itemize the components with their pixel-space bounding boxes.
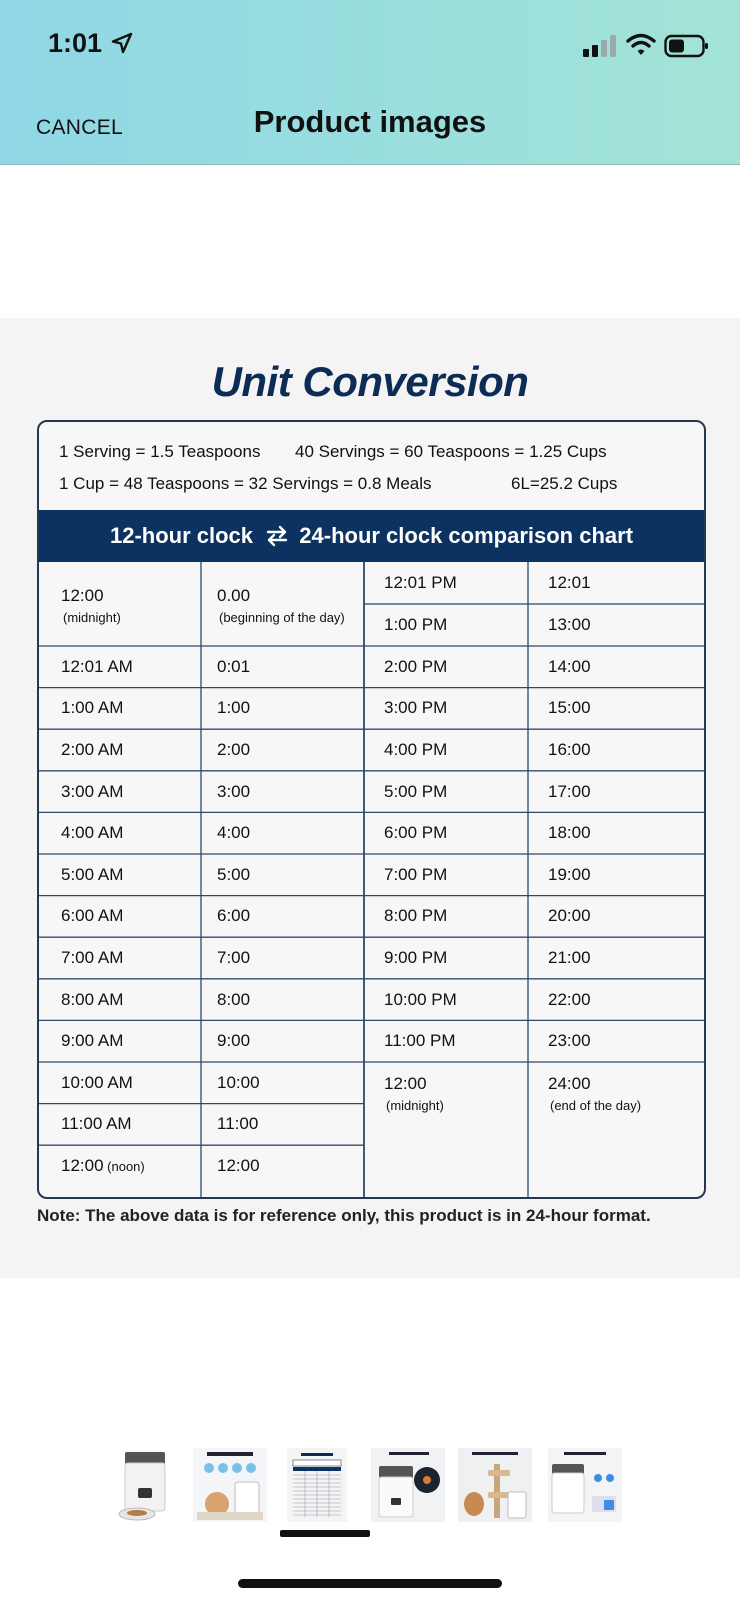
twelve-hour-cell: 5:00 PM <box>384 781 448 801</box>
twelve-hour-cell: 12:01 PM <box>384 573 457 592</box>
twenty-four-hour-cell: 21:00 <box>548 948 591 967</box>
wifi-icon <box>626 33 656 57</box>
product-image[interactable] <box>0 318 740 1278</box>
chart-header <box>39 510 704 562</box>
twenty-four-hour-cell: 20:00 <box>548 906 591 926</box>
twenty-four-hour-cell: 8:00 <box>217 989 251 1009</box>
twelve-hour-cell: 2:00 AM <box>61 740 124 759</box>
dual-power-image-icon <box>548 1448 622 1522</box>
twenty-four-hour-cell: 9:00 <box>217 1031 251 1051</box>
twelve-hour-cell: 4:00 AM <box>61 823 124 843</box>
twelve-hour-cell: 9:00 AM <box>61 1031 124 1051</box>
twenty-four-hour-cell: 11:00 <box>217 1114 259 1134</box>
twelve-hour-cell: 8:00 AM <box>61 989 124 1009</box>
comparison-table <box>39 562 704 1197</box>
chart-header-left: 12-hour clock <box>109 523 254 548</box>
thumbnail-recording-voice[interactable] <box>458 1448 532 1522</box>
cellular-signal-icon <box>583 35 617 57</box>
twenty-four-hour-cell: 0.00 <box>217 586 251 605</box>
twenty-four-hour-cell: 18:00 <box>548 823 591 843</box>
cell-note: (noon) <box>103 1159 145 1174</box>
twenty-four-hour-cell: 6:00 <box>217 906 251 926</box>
twenty-four-hour-cell: 1:00 <box>217 698 251 718</box>
twelve-hour-cell: 5:00 AM <box>61 864 124 884</box>
twenty-four-hour-cell: 15:00 <box>548 698 591 718</box>
battery-icon <box>664 34 709 58</box>
selected-thumbnail-indicator <box>280 1530 370 1537</box>
twelve-hour-cell: 2:00 PM <box>384 656 448 676</box>
conversion-box <box>37 420 706 1199</box>
conversion-text: 6L=25.2 Cups <box>511 474 618 493</box>
chart-header-right: 24-hour clock comparison chart <box>299 523 634 548</box>
twelve-hour-cell: 12:00 <box>61 586 104 605</box>
twenty-four-hour-cell: 2:00 <box>217 740 251 759</box>
thumbnail-strip <box>0 1448 740 1528</box>
twenty-four-hour-cell: 10:00 <box>217 1072 260 1092</box>
twelve-hour-cell: 12:00 <box>384 1074 427 1093</box>
twelve-hour-cell: 11:00 AM <box>61 1114 132 1134</box>
twelve-hour-cell: 1:00 AM <box>61 698 124 718</box>
conversion-text: 40 Servings = 60 Teaspoons = 1.25 Cups <box>295 442 607 461</box>
twenty-four-hour-cell: 16:00 <box>548 740 591 759</box>
cell-note: (beginning of the day) <box>219 610 345 625</box>
thumbnail-dual-power-supply[interactable] <box>548 1448 622 1522</box>
recording-voice-image-icon <box>458 1448 532 1522</box>
twenty-four-hour-cell: 23:00 <box>548 1031 591 1051</box>
status-time: 1:01 <box>48 28 103 58</box>
unit-conversion-image-icon <box>287 1448 347 1522</box>
twenty-four-hour-cell: 12:00 <box>217 1156 260 1175</box>
cell-note: (midnight) <box>386 1098 444 1113</box>
twenty-four-hour-cell: 4:00 <box>217 823 251 843</box>
twenty-four-hour-cell: 19:00 <box>548 864 591 884</box>
twenty-four-hour-cell: 24:00 <box>548 1074 591 1093</box>
twenty-four-hour-cell: 5:00 <box>217 864 251 884</box>
page-title: Product images <box>253 104 487 139</box>
twelve-hour-cell: 8:00 PM <box>384 906 448 926</box>
thumbnail-schedule-meal-times[interactable] <box>193 1448 267 1522</box>
twelve-hour-cell: 7:00 AM <box>61 948 124 967</box>
conversion-text: 1 Serving = 1.5 Teaspoons <box>59 442 261 461</box>
twelve-hour-cell: 6:00 AM <box>61 906 124 926</box>
twelve-hour-cell: 11:00 PM <box>384 1031 456 1051</box>
twelve-hour-cell: 12:01 AM <box>61 656 133 676</box>
twelve-hour-cell: 12:00 (noon) <box>61 1156 145 1175</box>
twelve-hour-cell: 1:00 PM <box>384 615 448 634</box>
thumbnail-feeder-front[interactable] <box>107 1448 181 1522</box>
cell-note: (midnight) <box>63 610 121 625</box>
cell-note: (end of the day) <box>550 1098 642 1113</box>
twelve-hour-cell: 6:00 PM <box>384 823 448 843</box>
location-arrow-icon <box>111 32 133 54</box>
schedule-image-icon <box>193 1448 267 1522</box>
twelve-hour-cell: 10:00 AM <box>61 1072 133 1092</box>
twenty-four-hour-cell: 17:00 <box>548 781 591 801</box>
twenty-four-hour-cell: 7:00 <box>217 948 251 967</box>
conversion-text: 1 Cup = 48 Teaspoons = 32 Servings = 0.8 Meals <box>59 474 432 493</box>
top-bar <box>0 0 740 165</box>
thumbnail-anti-clog-design[interactable] <box>371 1448 445 1522</box>
twelve-hour-cell: 7:00 PM <box>384 864 448 884</box>
twelve-hour-cell: 3:00 AM <box>61 781 124 801</box>
twenty-four-hour-cell: 3:00 <box>217 781 251 801</box>
twenty-four-hour-cell: 13:00 <box>548 615 591 634</box>
twelve-hour-cell: 10:00 PM <box>384 989 457 1009</box>
image-title: Unit Conversion <box>211 358 529 405</box>
twenty-four-hour-cell: 14:00 <box>548 656 591 676</box>
home-indicator[interactable] <box>238 1579 502 1588</box>
twenty-four-hour-cell: 22:00 <box>548 989 591 1009</box>
cancel-button[interactable]: CANCEL <box>36 116 123 139</box>
twelve-hour-cell: 9:00 PM <box>384 948 448 967</box>
anti-clog-image-icon <box>371 1448 445 1522</box>
twenty-four-hour-cell: 0:01 <box>217 656 251 676</box>
footnote: Note: The above data is for reference only, this product is in 24-hour format. <box>37 1206 651 1225</box>
swap-arrows-icon <box>265 525 289 547</box>
feeder-image-icon <box>107 1448 181 1522</box>
twenty-four-hour-cell: 12:01 <box>548 573 591 592</box>
twelve-hour-cell: 4:00 PM <box>384 740 448 759</box>
thumbnail-unit-conversion[interactable] <box>287 1448 361 1522</box>
twelve-hour-cell: 3:00 PM <box>384 698 448 718</box>
